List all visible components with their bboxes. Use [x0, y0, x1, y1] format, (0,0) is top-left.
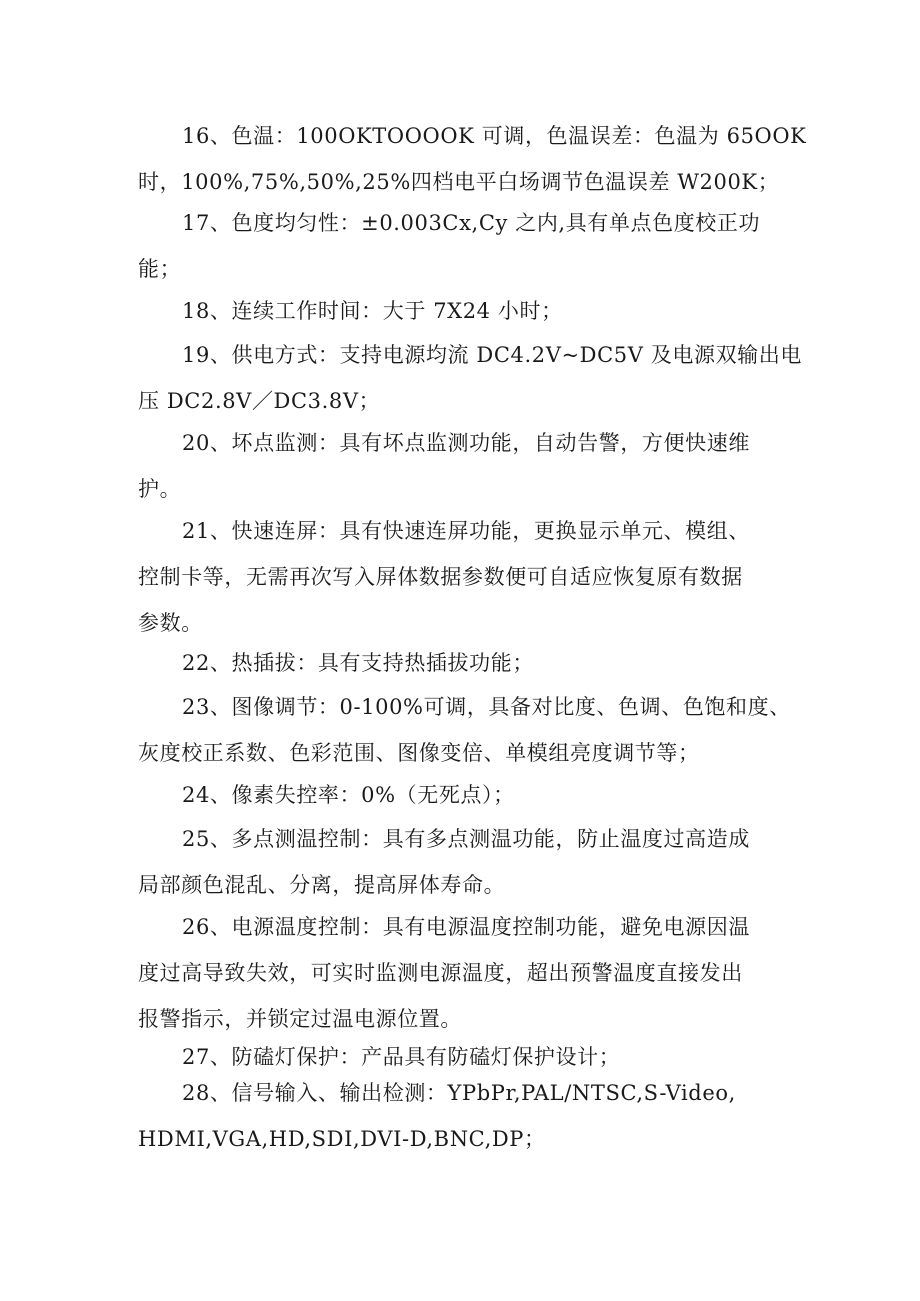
spec-item-23 [138, 684, 798, 776]
spec-item-16 [138, 113, 807, 205]
spec-line: 23、图像调节：0-100%可调，具备对比度、色调、色饱和度、 [182, 695, 791, 719]
spec-line: 灰度校正系数、色彩范围、图像变倍、单模组亮度调节等； [138, 741, 700, 765]
spec-line: 17、色度均匀性：±0.003Cx,Cy 之内,具有单点色度校正功 [182, 211, 761, 235]
spec-line: 控制卡等，无需再次写入屏体数据参数便可自适应恢复原有数据 [138, 565, 743, 589]
spec-line: 压 DC2.8V／DC3.8V； [138, 389, 381, 413]
spec-item-17 [138, 200, 798, 292]
spec-line: 局部颜色混乱、分离，提高屏体寿命。 [138, 873, 506, 897]
spec-line: HDMI,VGA,HD,SDI,DVI-D,BNC,DP； [138, 1127, 546, 1151]
spec-line: 24、像素失控率：0%（无死点）； [182, 783, 515, 807]
spec-line: 参数。 [138, 611, 203, 635]
spec-line: 21、快速连屏：具有快速连屏功能，更换显示单元、模组、 [182, 519, 750, 543]
spec-item-25 [138, 816, 798, 908]
spec-item-24 [138, 772, 798, 818]
spec-line: 能； [138, 257, 182, 281]
spec-line: 报警指示，并锁定过温电源位置。 [138, 1007, 462, 1031]
spec-line: 时，100%,75%,50%,25%四档电平白场调节色温误差 W200K； [138, 170, 780, 194]
spec-line: 28、信号输入、输出检测：YPbPr,PAL/NTSC,S-Video, [182, 1081, 736, 1105]
spec-item-20 [138, 420, 798, 512]
spec-line: 25、多点测温控制：具有多点测温功能，防止温度过高造成 [182, 827, 750, 851]
spec-line: 护。 [138, 477, 182, 501]
spec-item-21 [138, 508, 798, 646]
spec-line: 18、连续工作时间：大于 7X24 小时； [182, 299, 563, 323]
spec-item-26 [138, 904, 798, 1042]
spec-line: 19、供电方式：支持电源均流 DC4.2V~DC5V 及电源双输出电 [182, 343, 802, 367]
spec-line: 26、电源温度控制：具有电源温度控制功能，避免电源因温 [182, 915, 750, 939]
spec-item-19 [138, 332, 802, 424]
spec-item-28 [138, 1070, 798, 1162]
spec-line: 20、坏点监测：具有坏点监测功能，自动告警，方便快速维 [182, 431, 750, 455]
spec-item-18 [138, 288, 798, 334]
spec-line: 22、热插拔：具有支持热插拔功能； [182, 651, 534, 675]
spec-item-22 [138, 640, 798, 686]
spec-line: 度过高导致失效，可实时监测电源温度，超出预警温度直接发出 [138, 961, 743, 985]
spec-line: 16、色温：100OKTOOOOK 可调，色温误差：色温为 65OOK [182, 124, 807, 148]
spec-line: 27、防磕灯保护：产品具有防磕灯保护设计； [182, 1045, 621, 1069]
